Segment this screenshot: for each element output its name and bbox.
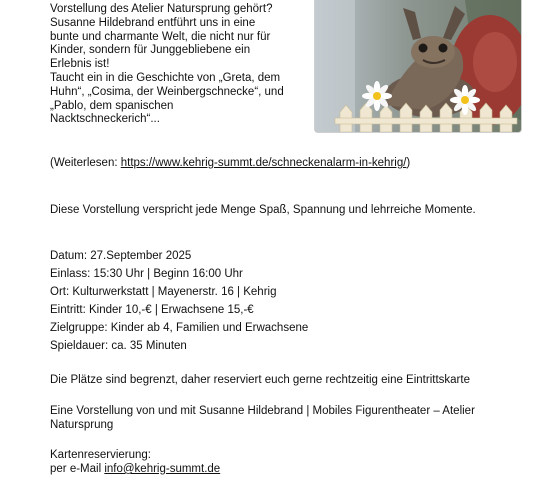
snail-puppet-image [315,0,521,132]
event-date: Datum: 27.September 2025 [50,250,192,262]
booking-email-line [50,462,220,476]
event-admission: Einlass: 15:30 Uhr | Beginn 16:00 Uhr [50,268,243,280]
intro-line: „Pablo, dem spanischen [50,99,174,112]
read-more-link[interactable]: https://www.kehrig-summt.de/schneckenalarm-in-kehrig/ [120,157,407,169]
booking-email-link[interactable]: info@kehrig-summt.de [104,463,221,475]
intro-line: Vorstellung des Atelier Natursprung gehört? [50,3,273,15]
intro-line: Kinder, sondern für Junggebliebene ein [50,44,251,57]
intro-line: Huhn“, „Cosima, der Weinbergschnecke“, und [50,85,284,98]
puppet-photo [314,0,522,133]
read-more-suffix: ) [406,157,411,169]
event-duration: Spieldauer: ca. 35 Minuten [50,340,187,352]
limited-seats-text: Die Plätze sind begrenzt, daher reserviert euch gerne rechtzeitig eine Eintrittskarte [50,374,470,386]
event-location: Ort: Kulturwerkstatt | Mayenerstr. 16 | Kehrig [50,286,277,298]
booking-title: Kartenreservierung: [50,449,151,461]
read-more-line [50,156,410,170]
intro-line: Susanne Hildebrand entführt uns in eine [50,16,256,29]
intro-line: bunte und charmante Welt, die nicht nur für [50,30,271,43]
booking-prefix: per e-Mail [50,463,105,475]
read-more-prefix: (Weiterlesen: [50,157,121,169]
intro-line: Nacktschneckerich“... [50,113,160,126]
intro-line: Taucht ein in die Geschichte von „Greta, dem [50,71,281,84]
credits-text: Eine Vorstellung von und mit Susanne Hildebrand | Mobiles Figurentheater – Atelier Natursprung [50,405,475,431]
event-price: Eintritt: Kinder 10,-€ | Erwachsene 15,-€ [50,304,254,316]
intro-text [50,3,305,127]
promise-text: Diese Vorstellung verspricht jede Menge Spaß, Spannung und lehrreiche Momente. [50,204,476,216]
event-audience: Zielgruppe: Kinder ab 4, Familien und Erwachsene [50,322,309,334]
intro-line: Erlebnis ist! [50,58,110,71]
